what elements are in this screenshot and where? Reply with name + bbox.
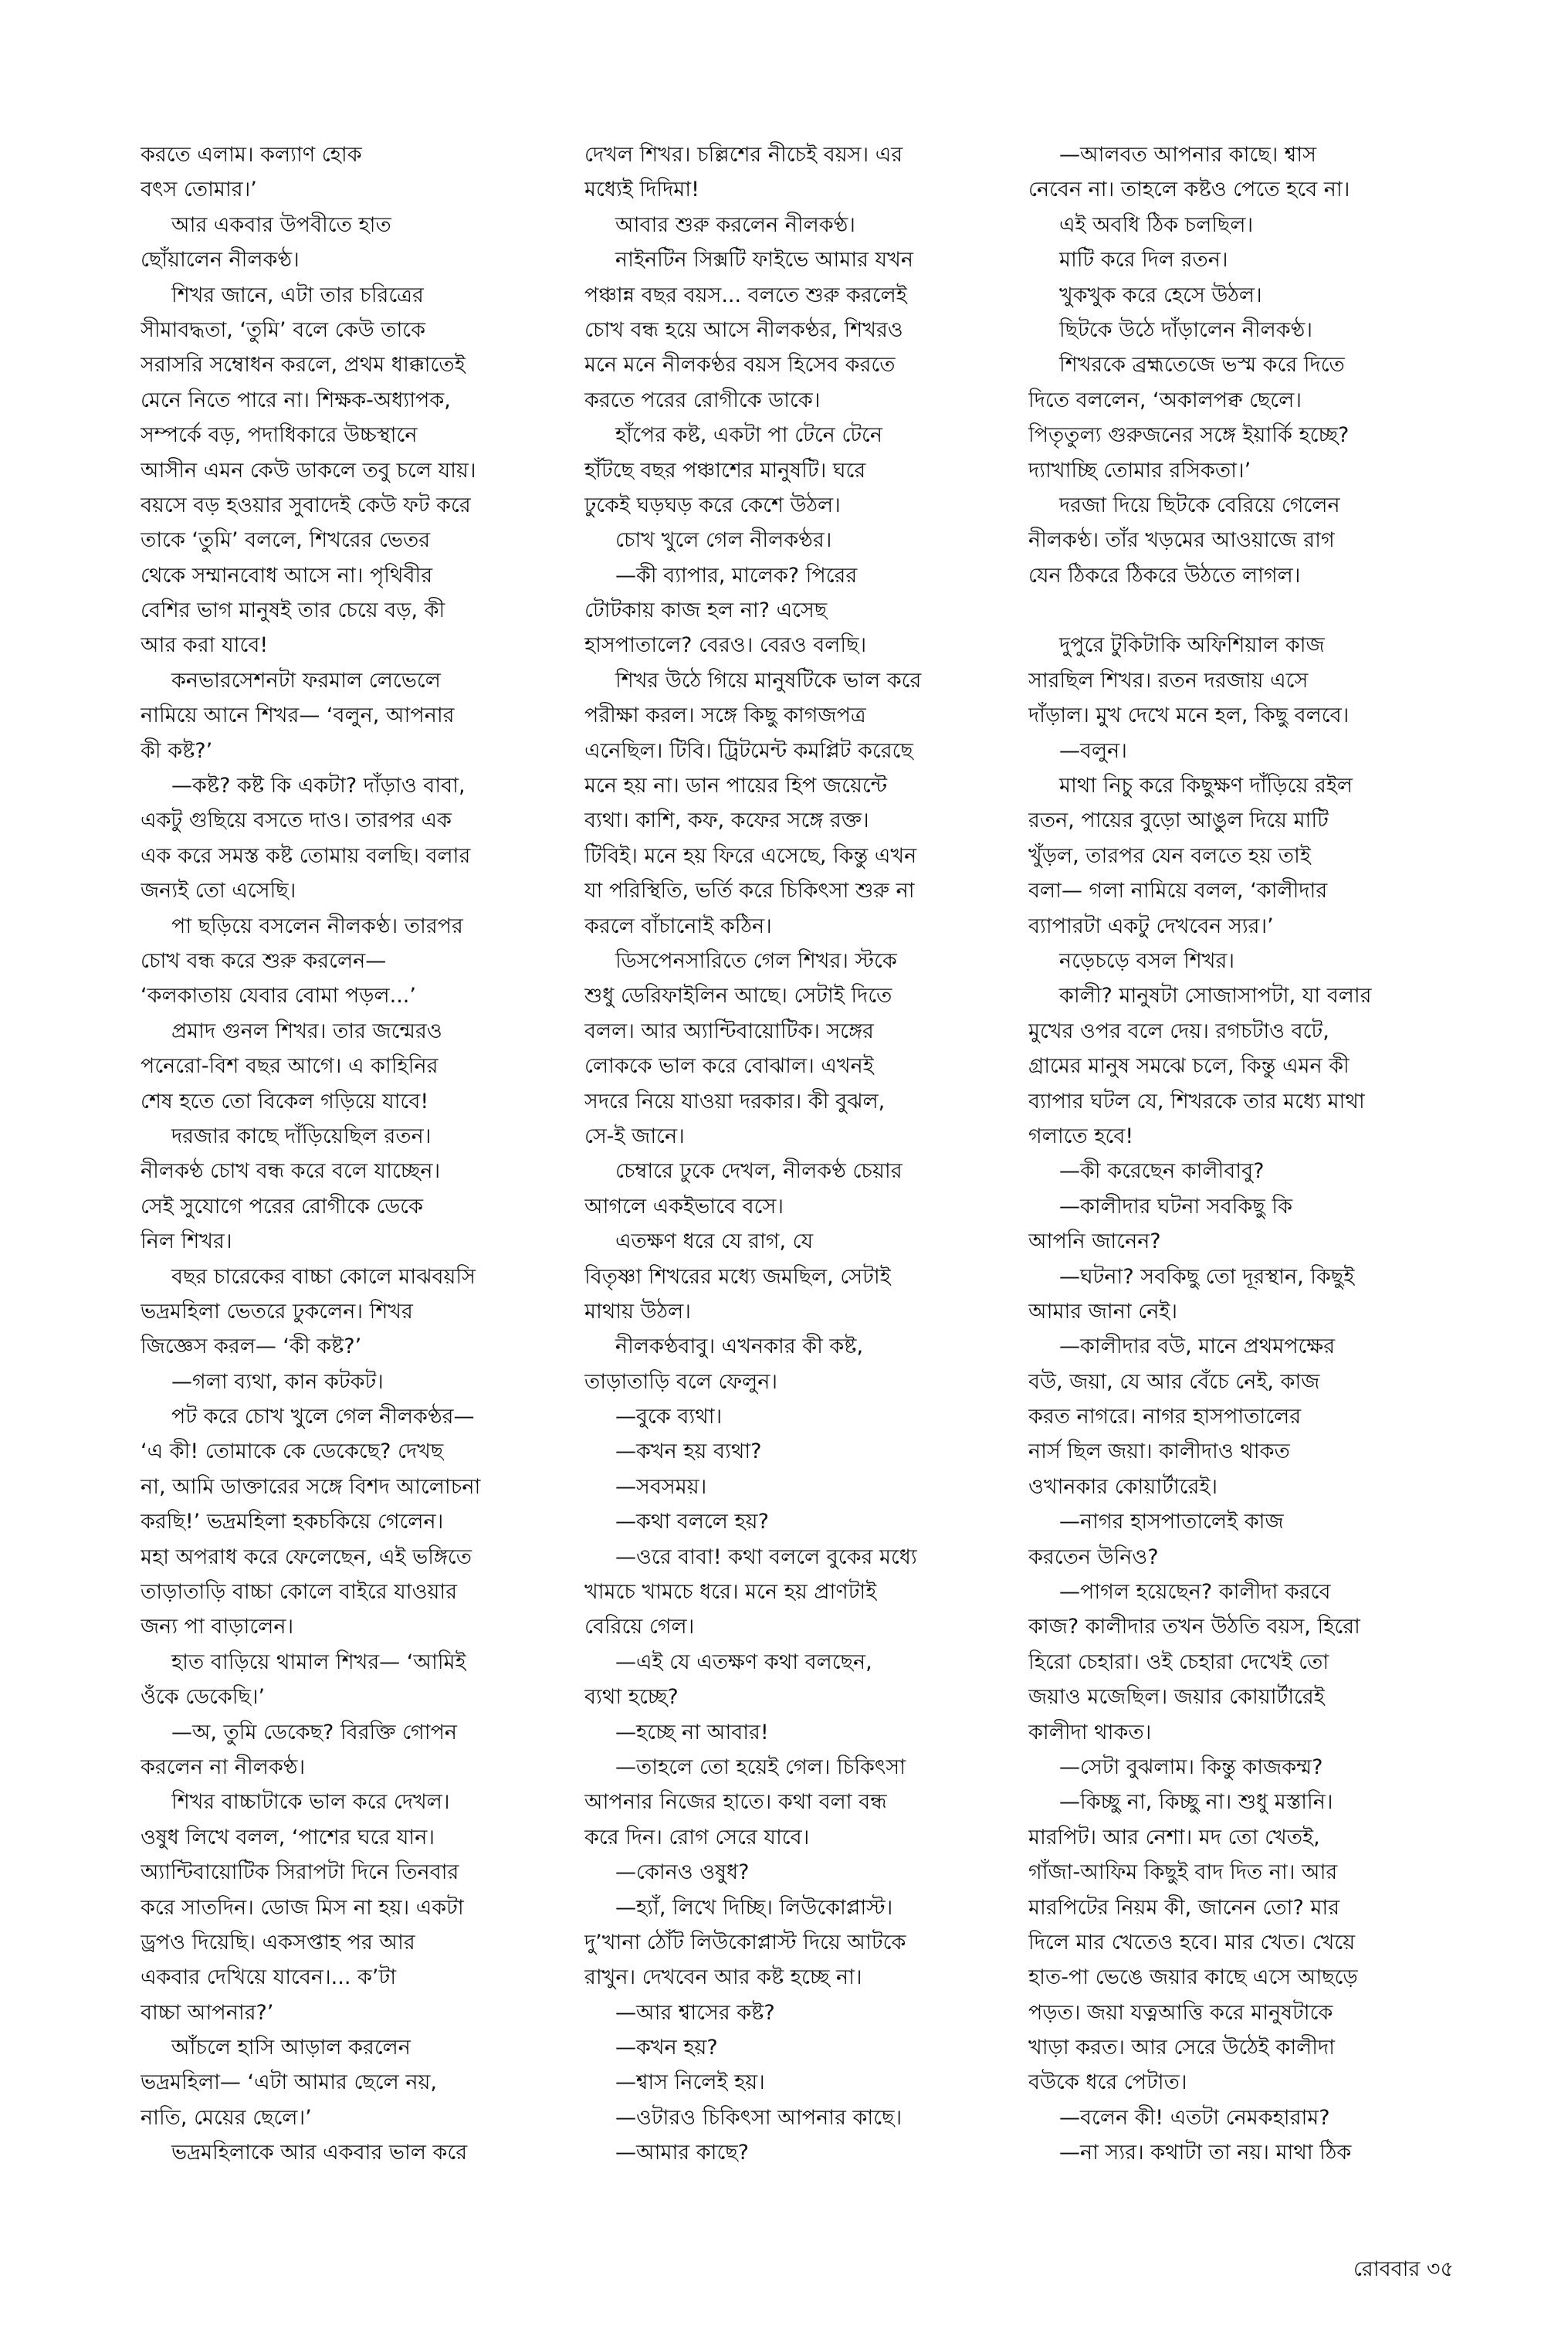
text-line: —কালীদার বউ, মানে প্রথমপক্ষের <box>1059 1334 1336 1359</box>
text-line: মহা অপরাধ করে ফেলেছেন, এই ভঙ্গিতে <box>141 1544 472 1569</box>
text-line: ভদ্রমহিলা ভেতরে ঢুকলেন। শিখর <box>141 1299 413 1324</box>
text-line: শেষ হতে তো বিকেল গড়িয়ে যাবে! <box>141 1089 429 1114</box>
text-line: রাখুন। দেখবেন আর কষ্ট হচ্ছে না। <box>584 1965 862 1990</box>
text-line: খুঁড়ল, তারপর যেন বলতে হয় তাই <box>1028 843 1311 868</box>
text-line: নেবেন না। তাহলে কষ্টও পেতে হবে না। <box>1028 178 1350 202</box>
text-line: লোককে ভাল করে বোঝাল। এখনই <box>584 1054 874 1079</box>
text-line: শুধু ডেরিফাইলিন আছে। সেটাই দিতে <box>584 984 892 1009</box>
text-line: যা পরিস্থিতি, ভর্তি করে চিকিৎসা শুরু না <box>584 879 915 904</box>
text-line: দেখল শিখর। চল্লিশের নীচেই বয়স। এর <box>584 143 903 167</box>
text-line: শিখরকে ব্রহ্মতেজে ভস্ম করে দিতে <box>1059 353 1345 378</box>
text-line: হাত বাড়িয়ে থামাল শিখর— ‘আমিই <box>171 1650 466 1674</box>
text-line: মারপিটের নিয়ম কী, জানেন তো? মার <box>1028 1895 1340 1920</box>
text-line: রতন, পায়ের বুড়ো আঙুল দিয়ে মাটি <box>1028 809 1329 833</box>
text-line: করে সাতদিন। ডোজ মিস না হয়। একটা <box>141 1895 464 1920</box>
text-line: —আমার কাছে? <box>615 2141 750 2165</box>
text-line: —কী ব্যাপার, মালেক? পিরের <box>615 563 858 588</box>
text-line: নার্স ছিল জয়া। কালীদাও থাকত <box>1028 1439 1290 1464</box>
text-line: দিতে বললেন, ‘অকালপক্ব ছেলে। <box>1028 388 1302 412</box>
text-line: —এই যে এতক্ষণ কথা বলছেন, <box>615 1650 872 1674</box>
text-line: —কোনও ওষুধ? <box>615 1860 750 1885</box>
text-line: গাঁজা-আফিম কিছুই বাদ দিত না। আর <box>1028 1860 1338 1885</box>
text-line: সারছিল শিখর। রতন দরজায় এসে <box>1028 668 1309 693</box>
text-line: ওঁকে ডেকেছি।’ <box>141 1685 266 1710</box>
text-line: মধ্যেই দিদিমা! <box>584 178 699 202</box>
text-line: বেরিয়ে গেল। <box>584 1615 695 1639</box>
text-line: বয়সে বড় হওয়ার সুবাদেই কেউ ফট করে <box>141 493 471 517</box>
text-line: —কী করেছেন কালীবাবু? <box>1059 1159 1265 1184</box>
text-line: —কিচ্ছু না, কিচ্ছু না। শুধু মস্তানি। <box>1059 1790 1333 1815</box>
text-line: নামিয়ে আনে শিখর— ‘বলুন, আপনার <box>141 704 455 728</box>
text-line: থেকে সম্মানবোধ আসে না। পৃথিবীর <box>141 563 433 588</box>
text-line: পনেরো-বিশ বছর আগে। এ কাহিনির <box>141 1054 439 1079</box>
text-line: কালীদা থাকত। <box>1028 1720 1152 1744</box>
text-line: পট করে চোখ খুলে গেল নীলকণ্ঠর— <box>171 1405 475 1429</box>
text-line: —কখন হয়? <box>615 2036 718 2060</box>
text-line: আগলে একইভাবে বসে। <box>584 1194 784 1219</box>
text-line: ঢুকেই ঘড়ঘড় করে কেশে উঠল। <box>584 493 841 517</box>
text-line: অ্যান্টিবায়োটিক সিরাপটা দিনে তিনবার <box>141 1860 459 1885</box>
text-line: ওষুধ লিখে বলল, ‘পাশের ঘরে যান। <box>141 1825 435 1850</box>
text-line: —হ্যাঁ, লিখে দিচ্ছি। লিউকোপ্লাস্ট। <box>615 1895 893 1920</box>
text-line: সদরে নিয়ে যাওয়া দরকার। কী বুঝল, <box>584 1089 886 1114</box>
text-line: —গলা ব্যথা, কান কটকট। <box>171 1369 384 1394</box>
text-line: জয়াও মজেছিল। জয়ার কোয়ার্টারেই <box>1028 1685 1325 1710</box>
text-line: পা ছড়িয়ে বসলেন নীলকণ্ঠ। তারপর <box>171 914 463 938</box>
text-line: বলল। আর অ্যান্টিবায়োটিক। সঙ্গের <box>584 1019 874 1043</box>
text-line: নড়েচড়ে বসল শিখর। <box>1059 948 1235 973</box>
text-line: আপনার নিজের হাতে। কথা বলা বন্ধ <box>584 1790 887 1815</box>
text-line: দরজা দিয়ে ছিটকে বেরিয়ে গেলেন <box>1059 493 1340 517</box>
text-line: হাসপাতালে? বেরও। বেরও বলছি। <box>584 633 867 658</box>
text-line: বলা— গলা নামিয়ে বলল, ‘কালীদার <box>1028 879 1328 904</box>
text-line: বউ, জয়া, যে আর বেঁচে নেই, কাজ <box>1028 1369 1320 1394</box>
text-line: সরাসরি সম্বোধন করলে, প্রথম ধাক্কাতেই <box>141 353 466 378</box>
text-line: শিখর জানে, এটা তার চরিত্রের <box>171 283 424 307</box>
text-line: মনে মনে নীলকণ্ঠর বয়স হিসেব করতে <box>584 353 896 378</box>
text-line: এই অবধি ঠিক চলছিল। <box>1059 212 1254 237</box>
text-line: ব্যথা হচ্ছে? <box>584 1685 679 1710</box>
text-line: একটু গুছিয়ে বসতে দাও। তারপর এক <box>141 809 452 833</box>
text-line: তাকে ‘তুমি’ বললে, শিখরের ভেতর <box>141 528 431 553</box>
text-line: কনভারসেশনটা ফরমাল লেভেলে <box>171 668 441 693</box>
text-line: নীলকণ্ঠ চোখ বন্ধ করে বলে যাচ্ছেন। <box>141 1159 441 1184</box>
text-line: —কষ্ট? কষ্ট কি একটা? দাঁড়াও বাবা, <box>171 774 466 799</box>
text-line: —সবসময়। <box>615 1474 707 1499</box>
text-line: নাইনটিন সিক্সটি ফাইভে আমার যখন <box>615 248 913 273</box>
text-line: নাতি, মেয়ের ছেলে।’ <box>141 2105 312 2130</box>
text-line: চোখ বন্ধ হয়ে আসে নীলকণ্ঠর, শিখরও <box>584 317 903 342</box>
text-line: টোটকায় কাজ হল না? এসেছ <box>584 598 828 623</box>
text-line: খাড়া করত। আর সেরে উঠেই কালীদা <box>1028 2036 1336 2060</box>
text-line: —নাগর হাসপাতালেই কাজ <box>1059 1510 1284 1534</box>
text-line: ভদ্রমহিলাকে আর একবার ভাল করে <box>171 2141 468 2165</box>
text-line: ডিসপেনসারিতে গেল শিখর। স্টকে <box>615 948 897 973</box>
text-line: হাত-পা ভেঙে জয়ার কাছে এসে আছড়ে <box>1028 1965 1358 1990</box>
text-line: —বলেন কী! এতটা নেমকহারাম? <box>1059 2105 1330 2130</box>
text-line: করতে পরের রোগীকে ডাকে। <box>584 388 821 412</box>
text-line: গলাতে হবে! <box>1028 1124 1134 1148</box>
text-line: মারপিট। আর নেশা। মদ তো খেতই, <box>1028 1825 1320 1850</box>
text-line: এনেছিল। টিবি। ট্রিটমেন্ট কমপ্লিট করেছে <box>584 738 913 763</box>
text-line: পড়ত। জয়া যত্নআত্তি করে মানুষটাকে <box>1028 2000 1333 2025</box>
text-line: বিতৃষ্ণা শিখরের মধ্যে জমছিল, সেটাই <box>584 1264 891 1289</box>
text-line: জন্যই তো এসেছি। <box>141 879 296 904</box>
text-line: হাঁপের কষ্ট, একটা পা টেনে টেনে <box>615 423 883 448</box>
text-line: বাচ্চা আপনার?’ <box>141 2000 274 2025</box>
text-line: হিরো চেহারা। ওই চেহারা দেখেই তো <box>1028 1650 1329 1674</box>
text-line: মাটি করে দিল রতন। <box>1059 248 1228 273</box>
text-line: আমার জানা নেই। <box>1028 1299 1178 1324</box>
text-line: মাথায় উঠল। <box>584 1299 691 1324</box>
text-line: সম্পর্কে বড়, পদাধিকারে উচ্চস্থানে <box>141 423 418 448</box>
text-line: মনে হয় না। ডান পায়ের হিপ জয়েন্টে <box>584 774 887 799</box>
text-line: ব্যাপারটা একটু দেখবেন স্যর।’ <box>1028 914 1274 938</box>
text-line: দু’খানা ঠোঁট লিউকোপ্লাস্ট দিয়ে আটকে <box>584 1930 906 1955</box>
text-line: আঁচলে হাসি আড়াল করলেন <box>171 2036 411 2060</box>
text-line: করলে বাঁচানোই কঠিন। <box>584 914 772 938</box>
text-column-2 <box>584 137 1014 2171</box>
text-line: ব্যাপার ঘটল যে, শিখরকে তার মধ্যে মাথা <box>1028 1089 1365 1114</box>
text-line: —আলবত আপনার কাছে। শ্বাস <box>1059 143 1316 167</box>
text-line: —ওটারও চিকিৎসা আপনার কাছে। <box>615 2105 903 2130</box>
text-line: এক করে সমস্ত কষ্ট তোমায় বলছি। বলার <box>141 843 471 868</box>
text-line: করে দিন। রোগ সেরে যাবে। <box>584 1825 810 1850</box>
text-line: মুখের ওপর বলে দেয়। রগচটাও বটে, <box>1028 1019 1329 1043</box>
text-line: পঞ্চান্ন বছর বয়স... বলতে শুরু করলেই <box>584 283 907 307</box>
text-line: ড্রপও দিয়েছি। একসপ্তাহ পর আর <box>141 1930 415 1955</box>
text-line: প্রমাদ গুনল শিখর। তার জন্মেরও <box>171 1019 442 1043</box>
text-line: দ্যাখাচ্ছি তোমার রসিকতা।’ <box>1028 458 1251 483</box>
text-line: জন্য পা বাড়ালেন। <box>141 1615 294 1639</box>
text-line: করত নাগরে। নাগর হাসপাতালের <box>1028 1405 1302 1429</box>
text-line: শিখর বাচ্চাটাকে ভাল করে দেখল। <box>171 1790 450 1815</box>
text-line: —কথা বললে হয়? <box>615 1510 769 1534</box>
text-line: খামচে খামচে ধরে। মনে হয় প্রাণটাই <box>584 1580 877 1605</box>
text-line: তাড়াতাড়ি বলে ফেলুন। <box>584 1369 778 1394</box>
text-line: চেম্বারে ঢুকে দেখল, নীলকণ্ঠ চেয়ার <box>615 1159 903 1184</box>
text-line: দিলে মার খেতেও হবে। মার খেত। খেয়ে <box>1028 1930 1356 1955</box>
text-line: নীলকণ্ঠবাবু। এখনকার কী কষ্ট, <box>615 1334 864 1359</box>
text-line: কালী? মানুষটা সোজাসাপটা, যা বলার <box>1059 984 1372 1009</box>
text-line: —ওরে বাবা! কথা বললে বুকের মধ্যে <box>615 1544 917 1569</box>
text-line: কাজ? কালীদার তখন উঠতি বয়স, হিরো <box>1028 1615 1360 1639</box>
text-line: —বলুন। <box>1059 738 1127 763</box>
text-line <box>1028 593 1465 628</box>
text-line: ব্যথা। কাশি, কফ, কফের সঙ্গে রক্ত। <box>584 809 869 833</box>
text-line: আর করা যাবে! <box>141 633 269 658</box>
text-line: —না স্যর। কথাটা তা নয়। মাথা ঠিক <box>1059 2141 1352 2165</box>
text-line: আসীন এমন কেউ ডাকলে তবু চলে যায়। <box>141 458 476 483</box>
text-line: একবার দেখিয়ে যাবেন।... ক’টা <box>141 1965 397 1990</box>
text-line: কী কষ্ট?’ <box>141 738 213 763</box>
text-line: —কখন হয় ব্যথা? <box>615 1439 762 1464</box>
text-line: —অ, তুমি ডেকেছ? বিরক্তি গোপন <box>171 1720 458 1744</box>
text-line: জিজ্ঞেস করল— ‘কী কষ্ট?’ <box>141 1334 362 1359</box>
text-line: এতক্ষণ ধরে যে রাগ, যে <box>615 1229 814 1254</box>
text-line: ভদ্রমহিলা— ‘এটা আমার ছেলে নয়, <box>141 2070 437 2095</box>
text-line: করলেন না নীলকণ্ঠ। <box>141 1755 306 1779</box>
text-line: খুকখুক করে হেসে উঠল। <box>1059 283 1262 307</box>
text-line: নিল শিখর। <box>141 1229 232 1254</box>
text-line: বউকে ধরে পেটাত। <box>1028 2070 1187 2095</box>
text-line: করতেন উনিও? <box>1028 1544 1159 1569</box>
text-line: গ্রামের মানুষ সমঝে চলে, কিন্তু এমন কী <box>1028 1054 1350 1079</box>
text-line: নীলকণ্ঠ। তাঁর খড়মের আওয়াজে রাগ <box>1028 528 1335 553</box>
text-line: ‘এ কী! তোমাকে কে ডেকেছে? দেখছ <box>141 1439 444 1464</box>
text-line: দাঁড়াল। মুখ দেখে মনে হল, কিছু বলবে। <box>1028 704 1350 728</box>
text-line: দরজার কাছে দাঁড়িয়েছিল রতন। <box>171 1124 432 1148</box>
text-line: —হচ্ছে না আবার! <box>615 1720 769 1744</box>
text-line: —পাগল হয়েছেন? কালীদা করবে <box>1059 1580 1331 1605</box>
text-line: —আর শ্বাসের কষ্ট? <box>615 2000 775 2025</box>
text-column-1 <box>141 137 570 2171</box>
text-line: টিবিই। মনে হয় ফিরে এসেছে, কিন্তু এখন <box>584 843 917 868</box>
text-line: —কালীদার ঘটনা সবকিছু কি <box>1059 1194 1292 1219</box>
text-line: আপনি জানেন? <box>1028 1229 1161 1254</box>
text-line: করছি!’ ভদ্রমহিলা হকচকিয়ে গেলেন। <box>141 1510 444 1534</box>
text-column-3 <box>1028 137 1465 2171</box>
text-line: দুপুরে টুকিটাকি অফিশিয়াল কাজ <box>1059 633 1325 658</box>
text-line: না, আমি ডাক্তারের সঙ্গে বিশদ আলোচনা <box>141 1474 481 1499</box>
page-footer: রোববার ৩৫ <box>1353 2257 1454 2281</box>
text-line: মেনে নিতে পারে না। শিক্ষক-অধ্যাপক, <box>141 388 451 412</box>
text-line: ছিটকে উঠে দাঁড়ালেন নীলকণ্ঠ। <box>1059 317 1313 342</box>
text-line: —ঘটনা? সবকিছু তো দূরস্থান, কিছুই <box>1059 1264 1355 1289</box>
text-line: করতে এলাম। কল্যাণ হোক <box>141 143 362 167</box>
text-line: ছোঁয়ালেন নীলকণ্ঠ। <box>141 248 300 273</box>
text-line: আবার শুরু করলেন নীলকণ্ঠ। <box>615 212 855 237</box>
text-line: যেন ঠিকরে ঠিকরে উঠতে লাগল। <box>1028 563 1301 588</box>
text-line: সীমাবদ্ধতা, ‘তুমি’ বলে কেউ তাকে <box>141 317 426 342</box>
text-line: বৎস তোমার।’ <box>141 178 257 202</box>
text-line: শিখর উঠে গিয়ে মানুষটিকে ভাল করে <box>615 668 922 693</box>
text-line: —শ্বাস নিলেই হয়। <box>615 2070 765 2095</box>
text-line: আর একবার উপবীতে হাত <box>171 212 391 237</box>
text-line: তাড়াতাড়ি বাচ্চা কোলে বাইরে যাওয়ার <box>141 1580 458 1605</box>
text-line: ওখানকার কোয়ার্টারেই। <box>1028 1474 1218 1499</box>
text-line: পিতৃতুল্য গুরুজনের সঙ্গে ইয়ার্কি হচ্ছে? <box>1028 423 1350 448</box>
text-line: বেশির ভাগ মানুষই তার চেয়ে বড়, কী <box>141 598 445 623</box>
text-line: সে-ই জানে। <box>584 1124 685 1148</box>
text-line: হাঁটছে বছর পঞ্চাশের মানুষটি। ঘরে <box>584 458 866 483</box>
text-line: —বুকে ব্যথা। <box>615 1405 723 1429</box>
text-line: চোখ খুলে গেল নীলকণ্ঠর। <box>615 528 832 553</box>
text-line: —সেটা বুঝলাম। কিন্তু কাজকম্ম? <box>1059 1755 1323 1779</box>
text-line: বছর চারেকের বাচ্চা কোলে মাঝবয়সি <box>171 1264 476 1289</box>
text-line: সেই সুযোগে পরের রোগীকে ডেকে <box>141 1194 424 1219</box>
text-line: —তাহলে তো হয়েই গেল। চিকিৎসা <box>615 1755 906 1779</box>
text-line: মাথা নিচু করে কিছুক্ষণ দাঁড়িয়ে রইল <box>1059 774 1353 799</box>
text-line: পরীক্ষা করল। সঙ্গে কিছু কাগজপত্র <box>584 704 866 728</box>
text-line: ‘কলকাতায় যেবার বোমা পড়ল...’ <box>141 984 416 1009</box>
text-line: চোখ বন্ধ করে শুরু করলেন— <box>141 948 387 973</box>
